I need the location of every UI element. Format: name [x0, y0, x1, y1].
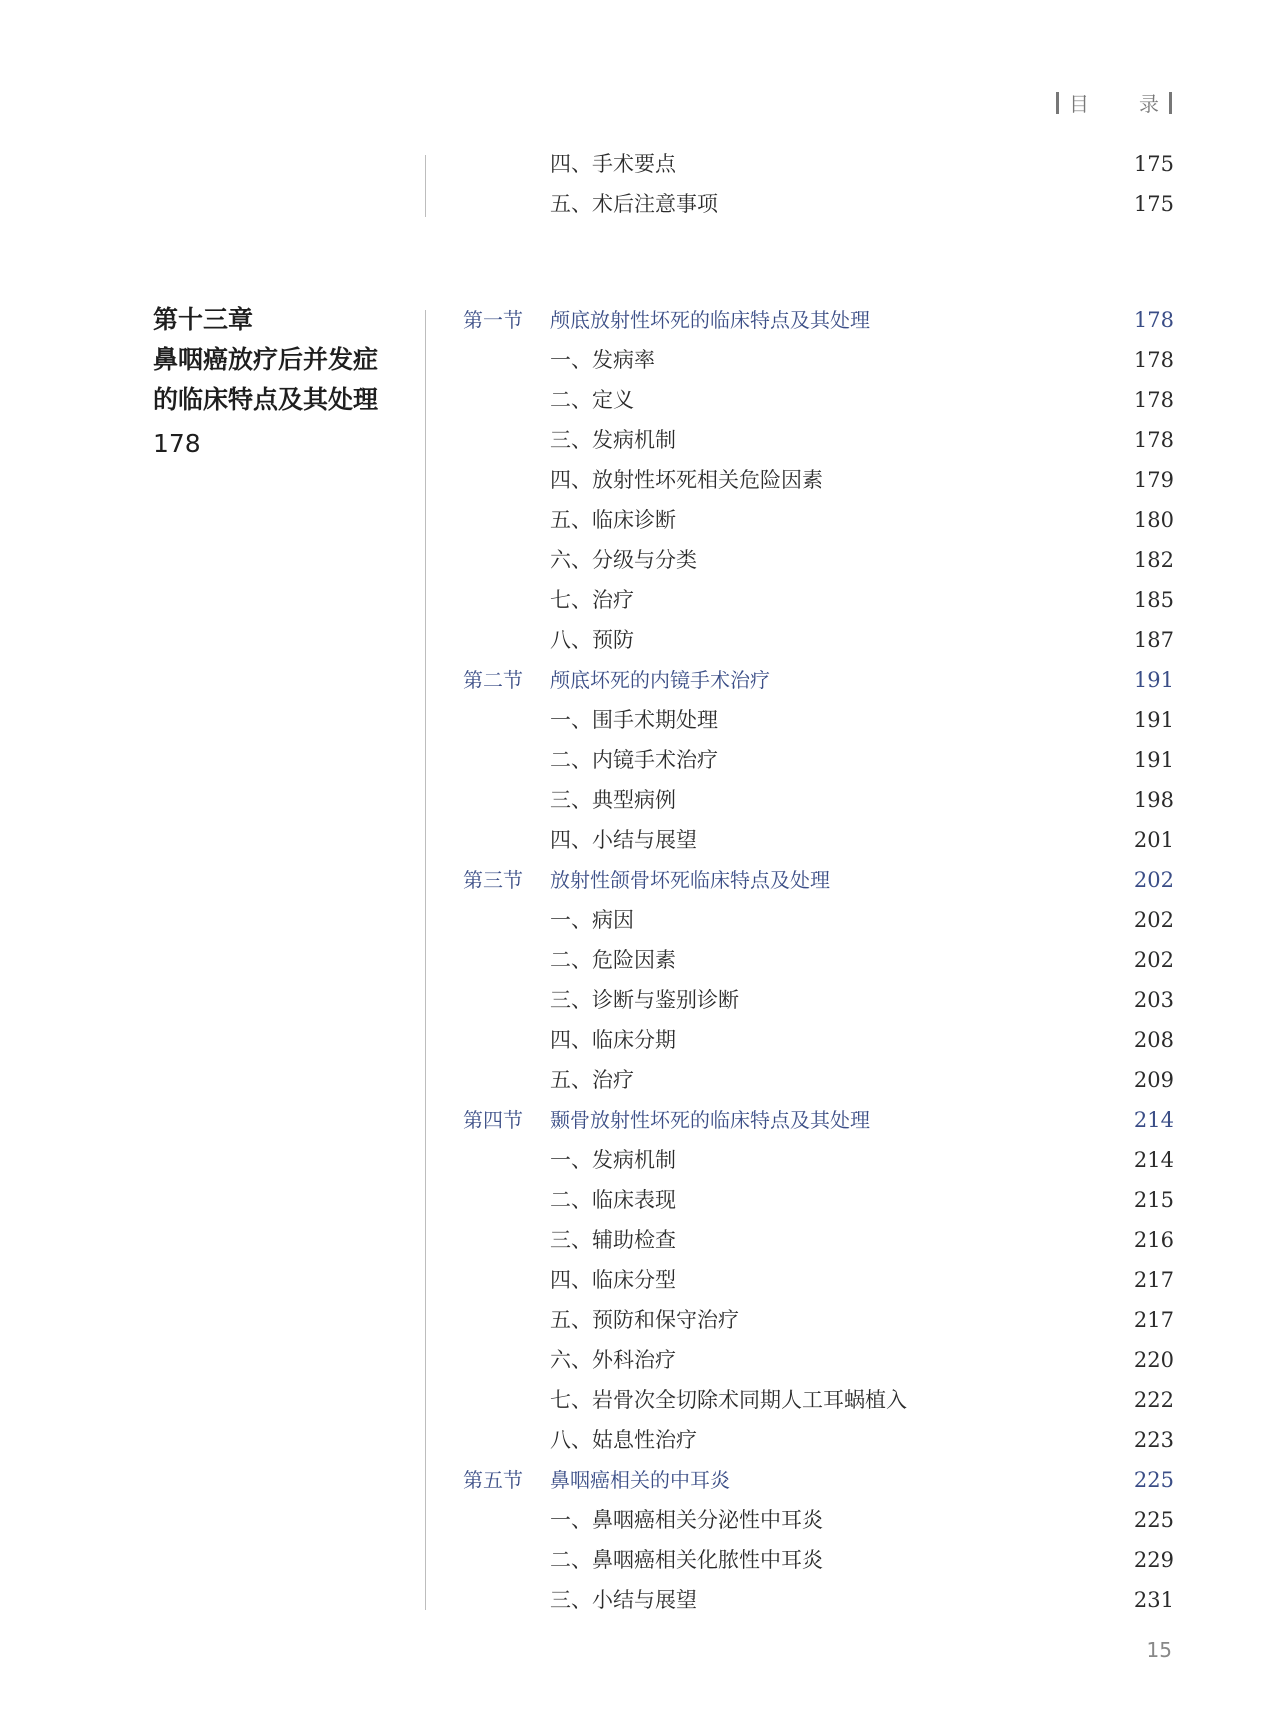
- toc-entry-title: 三、辅助检查: [550, 1228, 676, 1252]
- toc-entry-page: 203: [1133, 988, 1174, 1012]
- toc-entry-page: 180: [1133, 508, 1174, 532]
- toc-entry-page: 178: [1133, 388, 1174, 412]
- header-right-text: 录: [1139, 92, 1159, 116]
- toc-item-row[interactable]: [0, 1060, 1280, 1100]
- toc-entry-page: 231: [1133, 1588, 1174, 1612]
- toc-entry-page: 223: [1133, 1428, 1174, 1452]
- toc-entry-page: 215: [1133, 1188, 1174, 1212]
- toc-item-row[interactable]: [0, 900, 1280, 940]
- toc-entry-page: 225: [1133, 1468, 1174, 1492]
- toc-entry-title: 八、预防: [550, 628, 634, 652]
- toc-entry-page: 216: [1133, 1228, 1174, 1252]
- toc-entry-page: 220: [1133, 1348, 1174, 1372]
- toc-entry-page: 191: [1133, 708, 1174, 732]
- toc-item-row[interactable]: [0, 980, 1280, 1020]
- toc-entry-title: 三、诊断与鉴别诊断: [550, 988, 739, 1012]
- toc-item-row[interactable]: [0, 1580, 1280, 1620]
- toc-entry-page: 217: [1133, 1308, 1174, 1332]
- running-header: [1056, 88, 1172, 117]
- toc-entry-title: 一、鼻咽癌相关分泌性中耳炎: [550, 1508, 823, 1532]
- toc-entry-page: 198: [1133, 788, 1174, 812]
- chapter-title-line2: 的临床特点及其处理: [153, 385, 379, 414]
- toc-item-row[interactable]: [0, 420, 1280, 460]
- toc-item-row[interactable]: [0, 500, 1280, 540]
- toc-entry-page: 202: [1133, 948, 1174, 972]
- toc-section-label: 第五节: [463, 1468, 523, 1492]
- toc-entry-page: 179: [1133, 468, 1174, 492]
- toc-entry-title: 五、治疗: [550, 1068, 634, 1092]
- toc-entry-title: 四、临床分型: [550, 1268, 676, 1292]
- toc-item-row[interactable]: [0, 1020, 1280, 1060]
- toc-section-label: 第二节: [463, 668, 523, 692]
- toc-entry-title: 一、发病机制: [550, 1148, 676, 1172]
- toc-entry-title: 三、小结与展望: [550, 1588, 697, 1612]
- toc-entry-title: 放射性颌骨坏死临床特点及处理: [550, 868, 830, 892]
- toc-item-row[interactable]: [0, 1540, 1280, 1580]
- toc-item-row[interactable]: [0, 460, 1280, 500]
- toc-item-row[interactable]: [0, 1500, 1280, 1540]
- toc-section-row[interactable]: [0, 860, 1280, 900]
- toc-section-label: 第四节: [463, 1108, 523, 1132]
- toc-entry-page: 175: [1133, 152, 1174, 176]
- toc-entry-title: 五、术后注意事项: [550, 192, 718, 216]
- toc-section-row[interactable]: [0, 1460, 1280, 1500]
- toc-item-row[interactable]: [0, 780, 1280, 820]
- toc-entry-title: 六、分级与分类: [550, 548, 697, 572]
- toc-section-label: 第三节: [463, 868, 523, 892]
- toc-entry-page: 191: [1133, 748, 1174, 772]
- toc-item-row[interactable]: [0, 820, 1280, 860]
- toc-entry-page: 214: [1133, 1148, 1174, 1172]
- toc-entry-title: 五、临床诊断: [550, 508, 676, 532]
- toc-entry-page: 208: [1133, 1028, 1174, 1052]
- toc-item-row[interactable]: [0, 144, 1280, 184]
- toc-entry-title: 四、小结与展望: [550, 828, 697, 852]
- toc-item-row[interactable]: [0, 1260, 1280, 1300]
- toc-item-row[interactable]: [0, 184, 1280, 224]
- toc-entry-title: 颞骨放射性坏死的临床特点及其处理: [550, 1108, 870, 1132]
- chapter-page: 178: [153, 429, 201, 458]
- toc-entry-page: 202: [1133, 908, 1174, 932]
- toc-item-row[interactable]: [0, 620, 1280, 660]
- toc-section-row[interactable]: [0, 300, 1280, 340]
- chapter-number: 第十三章: [153, 305, 254, 334]
- toc-entry-page: 182: [1133, 548, 1174, 572]
- toc-section-label: 第一节: [463, 308, 523, 332]
- toc-entry-title: 一、围手术期处理: [550, 708, 718, 732]
- toc-entry-page: 185: [1133, 588, 1174, 612]
- toc-entry-page: 217: [1133, 1268, 1174, 1292]
- toc-item-row[interactable]: [0, 1380, 1280, 1420]
- toc-entry-title: 颅底放射性坏死的临床特点及其处理: [550, 308, 870, 332]
- toc-entry-page: 191: [1133, 668, 1174, 692]
- toc-section-row[interactable]: [0, 1100, 1280, 1140]
- toc-item-row[interactable]: [0, 380, 1280, 420]
- toc-entry-title: 二、鼻咽癌相关化脓性中耳炎: [550, 1548, 823, 1572]
- toc-entry-page: 201: [1133, 828, 1174, 852]
- toc-entry-title: 鼻咽癌相关的中耳炎: [550, 1468, 730, 1492]
- toc-entry-title: 一、病因: [550, 908, 634, 932]
- toc-entry-title: 二、定义: [550, 388, 634, 412]
- page-number: 15: [1146, 1638, 1172, 1662]
- toc-entry-title: 七、岩骨次全切除术同期人工耳蜗植入: [550, 1388, 907, 1412]
- toc-entry-page: 214: [1133, 1108, 1174, 1132]
- toc-entry-page: 178: [1133, 428, 1174, 452]
- toc-item-row[interactable]: [0, 1420, 1280, 1460]
- toc-entry-page: 178: [1133, 308, 1174, 332]
- toc-entry-title: 二、临床表现: [550, 1188, 676, 1212]
- toc-entry-title: 颅底坏死的内镜手术治疗: [550, 668, 770, 692]
- header-left-text: 目: [1069, 92, 1089, 116]
- toc-entry-title: 三、发病机制: [550, 428, 676, 452]
- toc-entry-title: 三、典型病例: [550, 788, 676, 812]
- toc-entry-page: 222: [1133, 1388, 1174, 1412]
- toc-entry-page: 175: [1133, 192, 1174, 216]
- toc-entry-title: 一、发病率: [550, 348, 655, 372]
- header-bar-right: [1169, 92, 1172, 114]
- toc-entry-page: 187: [1133, 628, 1174, 652]
- toc-section-row[interactable]: [0, 660, 1280, 700]
- toc-entry-title: 四、临床分期: [550, 1028, 676, 1052]
- toc-item-row[interactable]: [0, 1300, 1280, 1340]
- toc-item-row[interactable]: [0, 740, 1280, 780]
- toc-entry-title: 五、预防和保守治疗: [550, 1308, 739, 1332]
- toc-entry-title: 四、放射性坏死相关危险因素: [550, 468, 823, 492]
- chapter-title-line1: 鼻咽癌放疗后并发症: [153, 345, 379, 374]
- toc-entry-title: 六、外科治疗: [550, 1348, 676, 1372]
- toc-item-row[interactable]: [0, 580, 1280, 620]
- toc-entry-page: 229: [1133, 1548, 1174, 1572]
- toc-entry-page: 225: [1133, 1508, 1174, 1532]
- toc-item-row[interactable]: [0, 340, 1280, 380]
- toc-item-row[interactable]: [0, 540, 1280, 580]
- toc-item-row[interactable]: [0, 700, 1280, 740]
- toc-entry-title: 八、姑息性治疗: [550, 1428, 697, 1452]
- toc-entry-title: 二、内镜手术治疗: [550, 748, 718, 772]
- toc-item-row[interactable]: [0, 1140, 1280, 1180]
- toc-entry-page: 178: [1133, 348, 1174, 372]
- toc-entry-title: 七、治疗: [550, 588, 634, 612]
- toc-item-row[interactable]: [0, 1180, 1280, 1220]
- toc-entry-page: 202: [1133, 868, 1174, 892]
- toc-entry-title: 二、危险因素: [550, 948, 676, 972]
- toc-entry-title: 四、手术要点: [550, 152, 676, 176]
- header-bar-left: [1056, 92, 1059, 114]
- toc-item-row[interactable]: [0, 940, 1280, 980]
- toc-entry-page: 209: [1133, 1068, 1174, 1092]
- toc-item-row[interactable]: [0, 1340, 1280, 1380]
- toc-item-row[interactable]: [0, 1220, 1280, 1260]
